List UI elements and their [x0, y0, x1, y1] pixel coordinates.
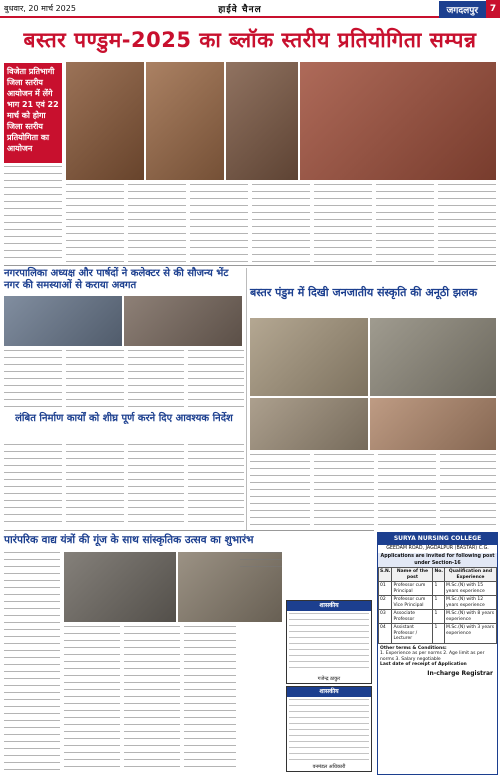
photo-participants: [300, 62, 496, 180]
story1-col3: [128, 184, 186, 262]
registrar-sign: In-charge Registrar: [427, 669, 493, 677]
cell: 1: [433, 610, 445, 624]
story3-photo-group: [250, 398, 368, 450]
story5-col2: [64, 626, 120, 772]
col-header: No.: [433, 568, 445, 582]
cell: 01: [379, 582, 392, 596]
story1-col4: [190, 184, 248, 262]
govt-ad-1: [286, 600, 372, 684]
ad-sign: वनमंडल अधिकारी: [312, 764, 346, 770]
cell: 04: [379, 624, 392, 644]
table-row: [379, 582, 497, 596]
cell: Assistant Professor / Lecturer: [392, 624, 433, 644]
col-header: S.N.: [379, 568, 392, 582]
story1-col1: [4, 166, 62, 262]
story2-col3: [128, 350, 184, 408]
story4-col2: [66, 444, 124, 528]
ad-title: शासकीय: [287, 601, 371, 611]
photo-ceremony: [146, 62, 224, 180]
story2-headline: नगरपालिका अध्यक्ष और पार्षदों ने कलेक्टर से की सौजन्य भेंट नगर की समस्याओं से कराया अवगत: [4, 268, 229, 291]
story2-col1: [4, 350, 62, 408]
photo-dancers: [66, 62, 144, 180]
terms-text: 1. Experience as per norms 2. Age limit as per norms 3. Salary negotiable: [380, 651, 485, 662]
story3-photo-procession: [250, 318, 368, 396]
story5-col1: [4, 552, 60, 772]
main-headline: बस्तर पण्डुम-2025 का ब्लॉक स्तरीय प्रतियोगिता सम्पन्न: [23, 28, 477, 52]
cell: 02: [379, 596, 392, 610]
story2-photo-right: [124, 296, 242, 346]
cell: M.Sc.(N) with 8 years experience: [445, 610, 497, 624]
story4-col1: [4, 444, 62, 528]
divider: [4, 265, 496, 266]
story3-col2: [314, 454, 374, 528]
page-number: 7: [486, 0, 500, 18]
story3-col3: [378, 454, 436, 528]
recruitment-notice: [377, 532, 498, 775]
cell: M.Sc.(N) with 3 years experience: [445, 624, 497, 644]
story2-col4: [188, 350, 244, 408]
story5-photo-event: [64, 552, 176, 622]
story3-col4: [440, 454, 496, 528]
table-row: [379, 610, 497, 624]
cell: 1: [433, 596, 445, 610]
issue-date: बुधवार, 20 मार्च 2025: [4, 3, 76, 13]
story2-col2: [66, 350, 124, 408]
story3-photo-performers: [370, 398, 496, 450]
col-header: Qualification and Experience: [445, 568, 497, 582]
ad-sign: गजेन्द्र ठाकुर: [317, 676, 341, 682]
story1-col8: [438, 184, 496, 262]
story5-col5: [240, 552, 282, 572]
story4-headline: लंबित निर्माण कार्यों को शीघ्र पूर्ण करने दिए आवश्यक निर्देश: [15, 413, 233, 424]
story5-col4: [184, 626, 236, 772]
story1-col2: [66, 184, 124, 262]
masthead: [0, 0, 500, 18]
story1-col5: [252, 184, 310, 262]
story5-headline: पारंपरिक वाद्य यंत्रों की गूंज के साथ सांस्कृतिक उत्सव का शुभारंभ: [4, 534, 254, 546]
story3-headline: बस्तर पंडुम में दिखी जनजातीय संस्कृति की अनूठी झलक: [250, 286, 478, 299]
cell: M.Sc.(N) with 12 years experience: [445, 596, 497, 610]
city-label: जगदलपुर: [439, 1, 486, 18]
story4-col4: [188, 444, 244, 528]
story3-col1: [250, 454, 310, 528]
story1-col6: [314, 184, 372, 262]
story4-col3: [128, 444, 184, 528]
posts-table: [378, 567, 497, 644]
notice-terms: [378, 644, 497, 670]
story2-photo-left: [4, 296, 122, 346]
cell: Professor cum Principal: [392, 582, 433, 596]
table-row: [379, 596, 497, 610]
ad-title: शासकीय: [287, 687, 371, 697]
story5-col3: [124, 626, 180, 772]
notice-subtitle: Applications are invited for following post under Section-16: [378, 553, 497, 567]
cell: Associate Professor: [392, 610, 433, 624]
story1-col7: [376, 184, 434, 262]
photo-official: [226, 62, 298, 180]
divider: [4, 530, 374, 531]
story3-photo-dance: [370, 318, 496, 396]
college-address: GEEDAM ROAD, JAGDALPUR (BASTAR) C.G.: [386, 546, 489, 551]
highlight-box: विजेता प्रतिभागी जिला स्तरीय आयोजन में लेंगे भाग 21 एवं 22 मार्च को होगा जिला स्तरीय प्रतियोगिता का आयोजन: [4, 63, 62, 163]
cell: Professor cum Vice Principal: [392, 596, 433, 610]
column-divider: [246, 268, 247, 530]
cell: 1: [433, 624, 445, 644]
govt-ad-2: [286, 686, 372, 772]
last-date-label: Last date of receipt of Application: [380, 662, 467, 667]
paper-name: हाईवे चैनल: [218, 4, 262, 15]
cell: 03: [379, 610, 392, 624]
cell: 1: [433, 582, 445, 596]
col-header: Name of the post: [392, 568, 433, 582]
cell: M.Sc.(N) with 15 years experience: [445, 582, 497, 596]
terms-title: Other terms & Conditions:: [380, 645, 447, 651]
table-row: [379, 624, 497, 644]
college-name: SURYA NURSING COLLEGE: [378, 533, 497, 545]
